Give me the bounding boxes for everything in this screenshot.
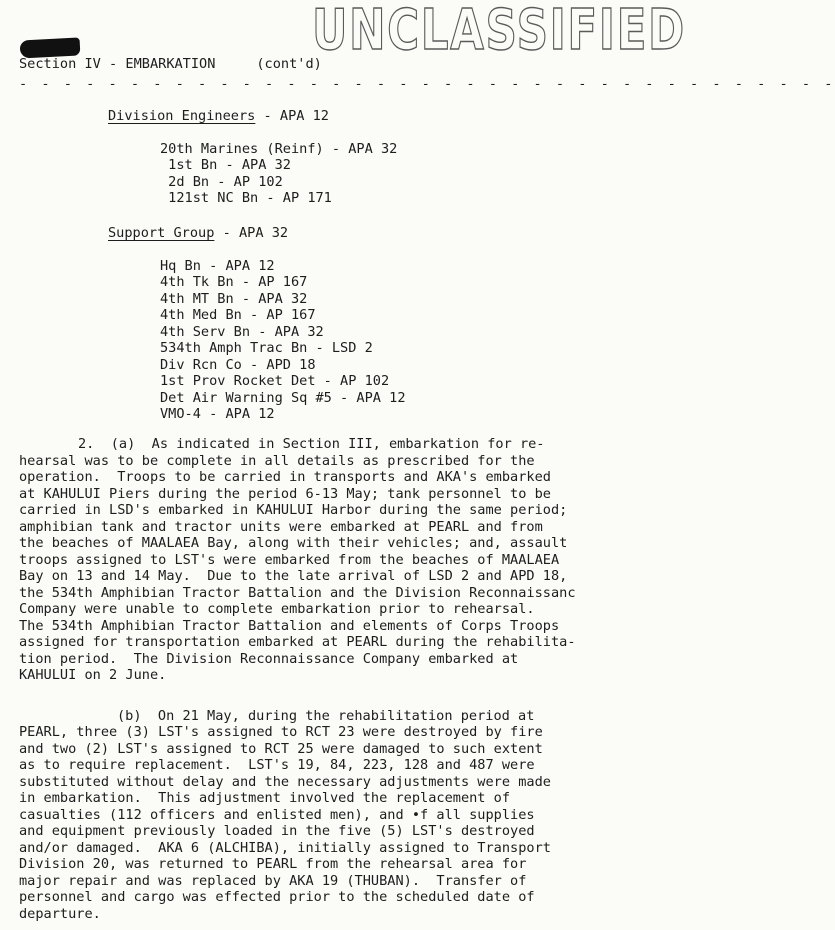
paragraph-a-line: Company were unable to complete embarkation prior to rehearsal. [19,601,535,617]
dash-separator: - - - - - - - - - - - - - - - - - - - - - - - - - - - - - - - - - - - - - [19,76,835,92]
paragraph-a-line: operation. Troops to be carried in transports and AKA's embarked [19,469,551,485]
list-item: Det Air Warning Sq #5 - APA 12 [160,390,406,406]
paragraph-a-line: the 534th Amphibian Tractor Battalion and the Division Reconnaissanc [19,585,576,601]
section-title: Section IV - EMBARKATION [19,56,216,72]
paragraph-a-line: at KAHULUI Piers during the period 6-13 May; tank personnel to be [19,486,551,502]
paragraph-b-line: (b) On 21 May, during the rehabilitation period at [117,708,535,724]
list-item: 2d Bn - AP 102 [160,174,283,190]
paragraph-a-line: amphibian tank and tractor units were embarked at PEARL and from [19,519,543,535]
paragraph-b-line: departure. [19,906,101,922]
paragraph-a-line: troops assigned to LST's were embarked from the beaches of MAALAEA [19,552,560,568]
list-item: 20th Marines (Reinf) - APA 32 [160,141,398,157]
paragraph-b-line: and two (2) LST's assigned to RCT 25 were damaged to such extent [19,741,543,757]
list-item: 4th MT Bn - APA 32 [160,291,308,307]
paragraph-a-line: The 534th Amphibian Tractor Battalion and elements of Corps Troops [19,618,560,634]
paragraph-a-line: the beaches of MAALAEA Bay, along with their vehicles; and, assault [19,535,568,551]
list-item: 4th Tk Bn - AP 167 [160,274,308,290]
support-group-heading [108,225,288,241]
paragraph-b-line: substituted without delay and the necessary adjustments were made [19,774,551,790]
paragraph-b-line: major repair and was replaced by AKA 19 (THUBAN). Transfer of [19,873,527,889]
list-item: 1st Prov Rocket Det - AP 102 [160,373,390,389]
paragraph-b-line: and equipment previously loaded in the five (5) LST's destroyed [19,823,535,839]
paragraph-b-line: personnel and cargo was effected prior to the scheduled date of [19,889,535,905]
list-item: 1st Bn - APA 32 [160,157,291,173]
contd-label: (cont'd) [256,56,322,72]
paragraph-a-line: hearsal was to be complete in all details as prescribed for the [19,453,535,469]
list-item: Hq Bn - APA 12 [160,258,275,274]
paragraph-b-line: as to require replacement. LST's 19, 84, 223, 128 and 487 were [19,757,535,773]
section-header [19,56,322,72]
division-engineers-heading [108,108,329,124]
list-item: 534th Amph Trac Bn - LSD 2 [160,340,373,356]
list-item: 4th Med Bn - AP 167 [160,307,316,323]
paragraph-a-line: 2. (a) As indicated in Section III, embarkation for re- [78,436,545,452]
support-group-ship: - APA 32 [214,225,289,241]
division-engineers-ship: - APA 12 [255,108,329,124]
paragraph-a-line: KAHULUI on 2 June. [19,667,167,683]
list-item: VMO-4 - APA 12 [160,406,275,422]
unclassified-stamp: UNCLASSIFIED [312,0,686,63]
list-item: 4th Serv Bn - APA 32 [160,324,324,340]
support-group-heading-text: Support Group [108,225,215,241]
paragraph-a-line: carried in LSD's embarked in KAHULUI Harbor during the same period; [19,502,568,518]
paragraph-b-line: PEARL, three (3) LST's assigned to RCT 23 were destroyed by fire [19,724,543,740]
paragraph-b-line: and/or damaged. AKA 6 (ALCHIBA), initially assigned to Transport [19,840,551,856]
paragraph-b-line: casualties (112 officers and enlisted men), and •f all supplies [19,807,535,823]
division-engineers-heading-text: Division Engineers [108,108,256,124]
paragraph-a-line: Bay on 13 and 14 May. Due to the late arrival of LSD 2 and APD 18, [19,568,568,584]
paragraph-b-line: in embarkation. This adjustment involved the replacement of [19,790,511,806]
paragraph-a-line: tion period. The Division Reconnaissance Company embarked at [19,651,519,667]
list-item: 121st NC Bn - AP 171 [160,190,332,206]
list-item: Div Rcn Co - APD 18 [160,357,316,373]
paragraph-a-line: assigned for transportation embarked at PEARL during the rehabilita- [19,634,576,650]
paragraph-b-line: Division 20, was returned to PEARL from the rehearsal area for [19,856,527,872]
